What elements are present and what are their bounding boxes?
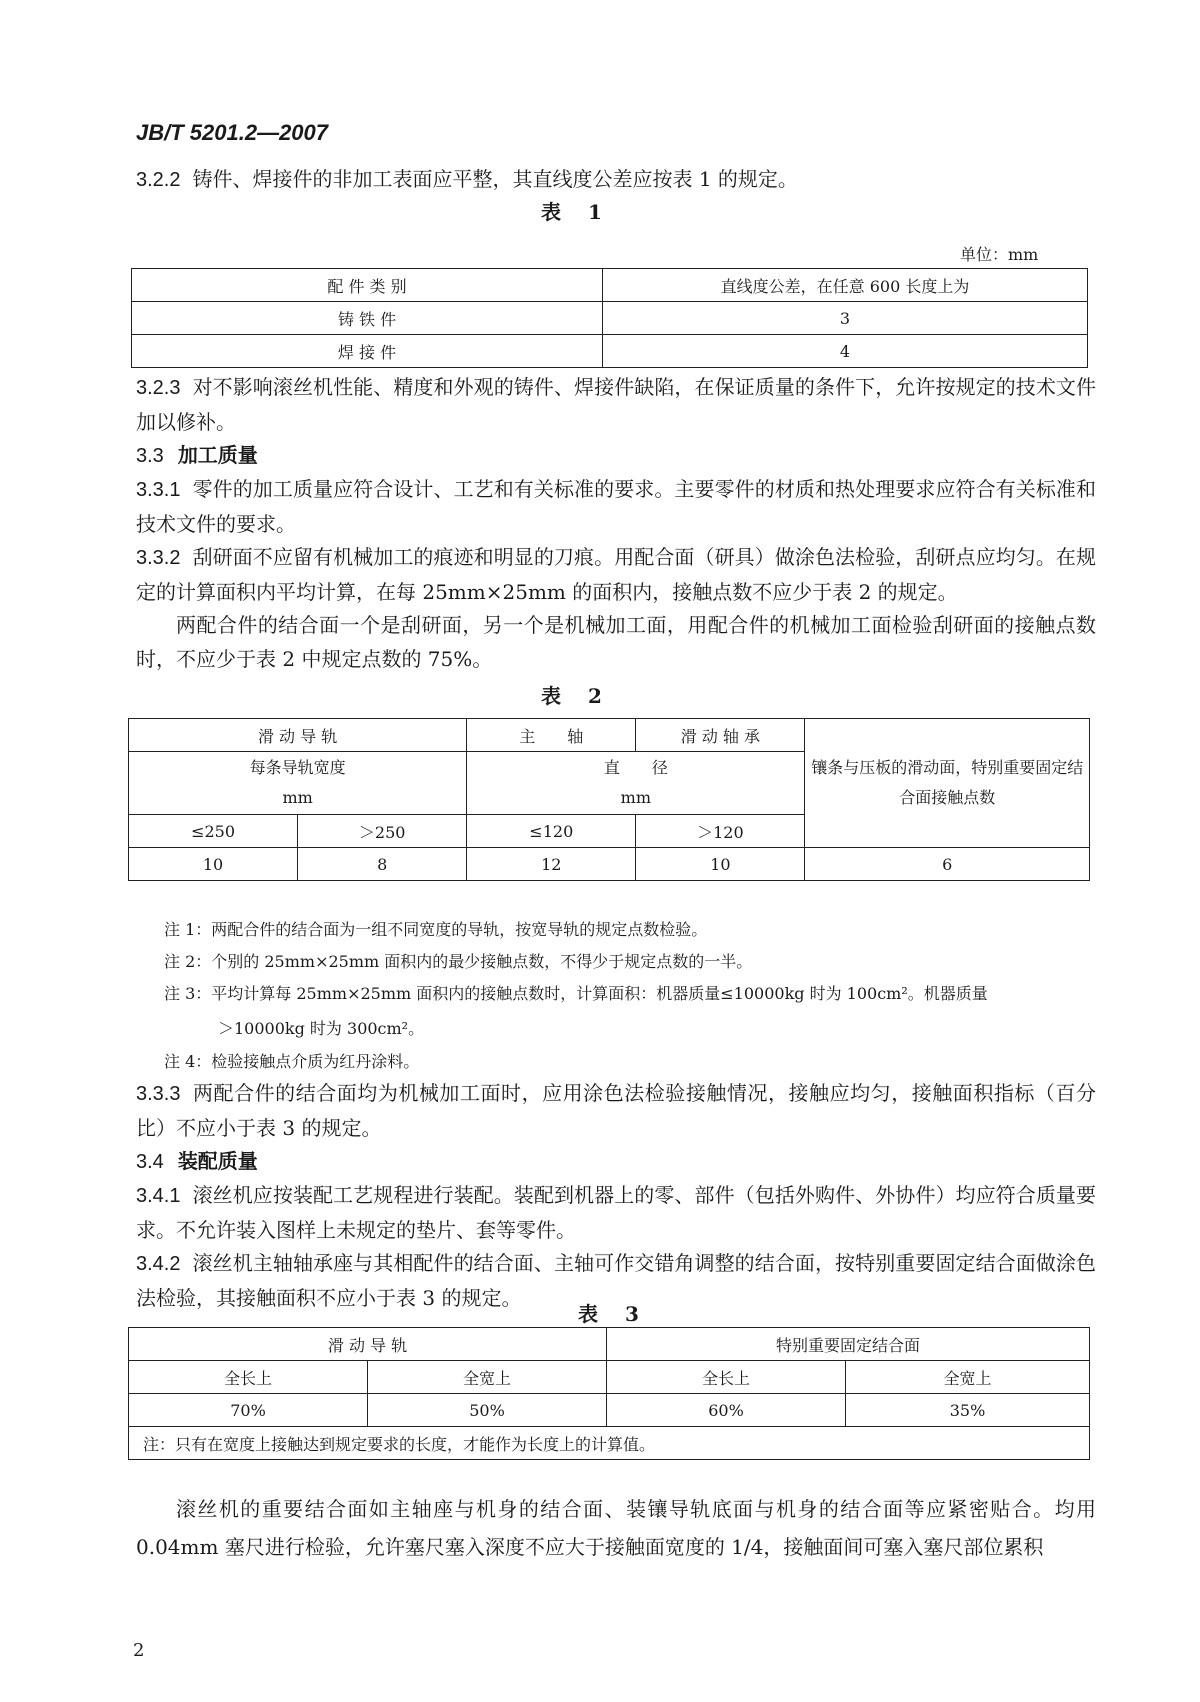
table-cell: ＞120 — [636, 815, 805, 848]
clause-text: 铸件、焊接件的非加工表面应平整，其直线度公差应按表 1 的规定。 — [192, 167, 798, 191]
table3-header-fixed: 特别重要固定结合面 — [607, 1328, 1090, 1361]
section-number: 3.4 — [136, 1151, 164, 1173]
clause-text: 零件的加工质量应符合设计、工艺和有关标准的要求。主要零件的材质和热处理要求应符合有关标准和技术文件的要求。 — [136, 477, 1096, 536]
table-row — [129, 1328, 1090, 1361]
clause-3-3-2-para2: 两配合件的结合面一个是刮研面，另一个是机械加工面，用配合件的机械加工面检验刮研面的接触点数时，不应少于表 2 中规定点数的 75%。 — [136, 613, 1096, 671]
assembly-paragraph: 滚丝机的重要结合面如主轴座与机身的结合面、装镶导轨底面与机身的结合面等应紧密贴合。均用 0.04mm 塞尺进行检验，允许塞尺塞入深度不应大于接触面宽度的 1/4，接触面间可塞入塞尺部位累积 — [136, 1497, 1096, 1559]
table-cell: ＞250 — [298, 815, 467, 848]
page-number: 2 — [133, 1640, 145, 1661]
table-cell: 铸 铁 件 — [132, 302, 603, 335]
clause-number: 3.3.2 — [136, 547, 181, 569]
table-cell: 8 — [298, 848, 467, 881]
table1-header-tolerance: 直线度公差，在任意 600 长度上为 — [603, 269, 1088, 302]
table-cell: ≤250 — [129, 815, 298, 848]
table2-width-unit: mm — [282, 788, 313, 807]
table-cell: 10 — [636, 848, 805, 881]
table-cell: 10 — [129, 848, 298, 881]
clause-3-4-1 — [136, 1178, 1096, 1247]
section-3-4 — [136, 1144, 258, 1179]
table1-caption: 表 1 — [541, 200, 612, 224]
table-cell: 4 — [603, 335, 1088, 368]
table-cell: 全长上 — [129, 1361, 368, 1394]
table2-header-gib: 镶条与压板的滑动面，特别重要固定结合面接触点数 — [805, 719, 1090, 848]
table3-note: 注：只有在宽度上接触达到规定要求的长度，才能作为长度上的计算值。 — [129, 1427, 1090, 1460]
table2-header-guide: 滑 动 导 轨 — [129, 719, 467, 752]
section-title: 加工质量 — [177, 443, 258, 467]
note-text: 检验接触点介质为红丹涂料。 — [211, 1052, 420, 1071]
table2-header-spindle: 主 轴 — [467, 719, 636, 752]
clause-3-2-2 — [136, 162, 1096, 197]
note-3-continuation: ＞10000kg 时为 300cm²。 — [218, 1019, 425, 1038]
table-row — [129, 1394, 1090, 1427]
clause-text: 滚丝机应按装配工艺规程进行装配。装配到机器上的零、部件（包括外购件、外协件）均应符合质量要求。不允许装入图样上未规定的垫片、套等零件。 — [136, 1183, 1096, 1242]
clause-text: 对不影响滚丝机性能、精度和外观的铸件、焊接件缺陷，在保证质量的条件下，允许按规定的技术文件加以修补。 — [136, 375, 1096, 434]
table-cell: ≤120 — [467, 815, 636, 848]
table2-diameter-unit: mm — [620, 788, 651, 807]
table-cell: 12 — [467, 848, 636, 881]
clause-3-3-2 — [136, 540, 1096, 609]
note-label: 注 2： — [164, 952, 212, 971]
clause-number: 3.4.2 — [136, 1253, 181, 1275]
note-label: 注 1： — [164, 920, 212, 939]
note-label: 注 3： — [164, 984, 212, 1003]
note-1 — [164, 916, 1094, 944]
table-row — [129, 1427, 1090, 1460]
table3 — [128, 1327, 1090, 1460]
table2-header-bearing: 滑 动 轴 承 — [636, 719, 805, 752]
clause-number: 3.4.1 — [136, 1185, 181, 1207]
note-text: 平均计算每 25mm×25mm 面积内的接触点数时，计算面积：机器质量≤10000kg 时为 100cm²。机器质量 — [211, 984, 988, 1003]
clause-text: 滚丝机主轴轴承座与其相配件的结合面、主轴可作交错角调整的结合面，按特别重要固定结合面做涂色法检验，其接触面积不应小于表 3 的规定。 — [136, 1251, 1096, 1310]
table-row — [129, 719, 1090, 752]
table-row — [132, 302, 1088, 335]
table2-header-width — [129, 752, 467, 815]
table-cell: 70% — [129, 1394, 368, 1427]
table-row — [129, 848, 1090, 881]
table-cell: 3 — [603, 302, 1088, 335]
note-text: 个别的 25mm×25mm 面积内的最少接触点数，不得少于规定点数的一半。 — [211, 952, 753, 971]
note-label: 注 4： — [164, 1052, 212, 1071]
table2-header-diameter — [467, 752, 805, 815]
table-cell: 全宽上 — [846, 1361, 1090, 1394]
clause-3-3-1 — [136, 472, 1096, 541]
clause-3-3-3 — [136, 1076, 1096, 1145]
table-cell: 全长上 — [607, 1361, 846, 1394]
table-row — [129, 1361, 1090, 1394]
table-row — [132, 269, 1088, 302]
note-text: 两配合件的结合面为一组不同宽度的导轨，按宽导轨的规定点数检验。 — [211, 920, 708, 939]
table1-unit: 单位：mm — [960, 245, 1039, 264]
table-cell: 60% — [607, 1394, 846, 1427]
table-cell: 6 — [805, 848, 1090, 881]
table-cell: 全宽上 — [368, 1361, 607, 1394]
note-4 — [164, 1048, 1094, 1076]
clause-number: 3.3.3 — [136, 1083, 181, 1105]
section-title: 装配质量 — [177, 1149, 258, 1173]
table-cell: 焊 接 件 — [132, 335, 603, 368]
standard-code: JB/T 5201.2—2007 — [136, 120, 329, 145]
clause-number: 3.3.1 — [136, 479, 181, 501]
table1-header-category: 配 件 类 别 — [132, 269, 603, 302]
clause-number: 3.2.3 — [136, 377, 181, 399]
table3-header-guide: 滑 动 导 轨 — [129, 1328, 607, 1361]
clause-text: 两配合件的结合面均为机械加工面时，应用涂色法检验接触情况，接触应均匀，接触面积指标（百分比）不应小于表 3 的规定。 — [136, 1081, 1096, 1140]
note-3 — [164, 980, 1094, 1008]
section-number: 3.3 — [136, 445, 164, 467]
table2-diameter-label: 直 径 — [603, 758, 668, 777]
table-cell: 35% — [846, 1394, 1090, 1427]
table-row — [132, 335, 1088, 368]
table2-width-label: 每条导轨宽度 — [249, 758, 346, 777]
table-cell: 50% — [368, 1394, 607, 1427]
table1 — [131, 268, 1088, 368]
note-2 — [164, 948, 1094, 976]
clause-text: 刮研面不应留有机械加工的痕迹和明显的刀痕。用配合面（研具）做涂色法检验，刮研点应均匀。在规定的计算面积内平均计算，在每 25mm×25mm 的面积内，接触点数不应少于表 2 的规定。 — [136, 545, 1096, 604]
section-3-3 — [136, 438, 258, 473]
clause-3-2-3 — [136, 370, 1096, 439]
table3-caption: 表 3 — [578, 1302, 649, 1326]
table2 — [128, 718, 1090, 881]
table2-caption: 表 2 — [541, 684, 612, 708]
clause-number: 3.2.2 — [136, 169, 181, 191]
